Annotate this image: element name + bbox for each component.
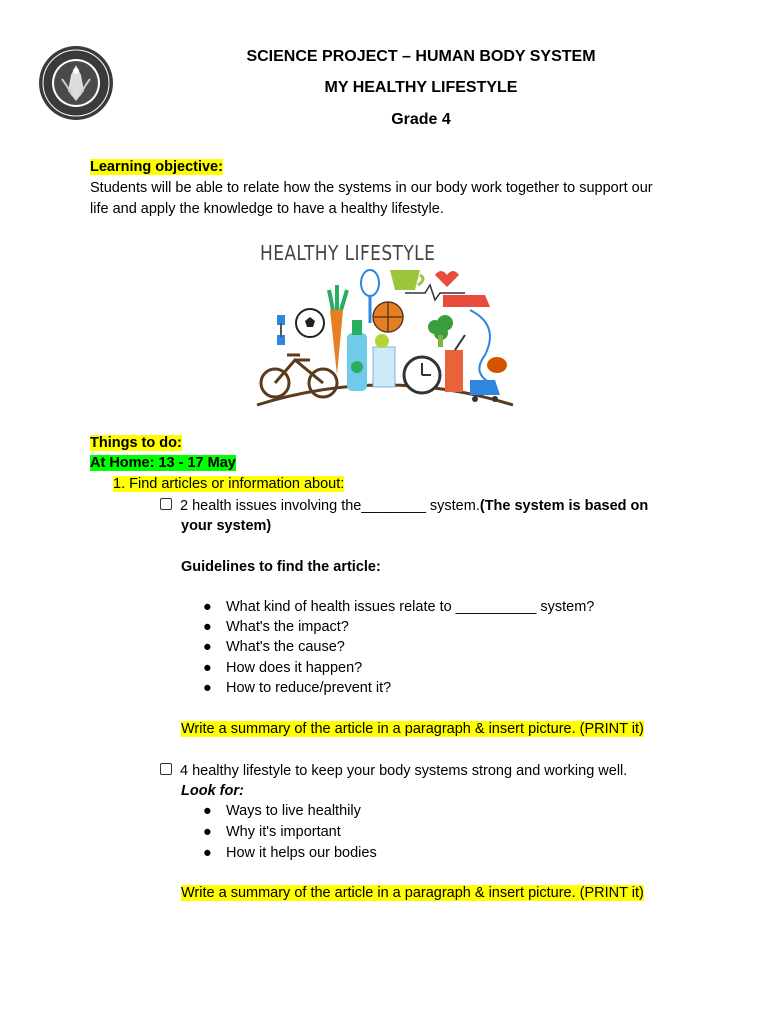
alarm-clock-icon [404, 357, 440, 393]
doc-grade: Grade 4 [391, 111, 451, 128]
task-1 [160, 498, 648, 514]
guideline-bullet-5: ● [203, 680, 212, 696]
look-for-bullet-2: ● [203, 824, 212, 840]
look-for-item-1: Ways to live healthily [226, 803, 361, 819]
lifestyle-icons [255, 265, 515, 410]
doc-subtitle: MY HEALTHY LIFESTYLE [324, 79, 518, 96]
soccer-ball-icon [296, 309, 324, 337]
objective-line-1: Students will be able to relate how the systems in our body work together to support our [90, 180, 653, 196]
task-2-summary: Write a summary of the article in a paragraph & insert picture. (PRINT it) [181, 885, 644, 901]
objective-line-2: life and apply the knowledge to have a healthy lifestyle. [90, 201, 444, 217]
water-bottle-icon [347, 320, 367, 391]
jump-rope-icon [470, 310, 495, 385]
carrot-icon [329, 285, 347, 375]
objective-label: Learning objective: [90, 159, 223, 175]
broccoli-icon [428, 315, 453, 347]
task-1-note-b: your system) [181, 518, 272, 534]
healthy-lifestyle-illustration [255, 235, 515, 410]
guidelines-label: Guidelines to find the article: [181, 559, 381, 575]
task-1-note-a: (The system is based on [479, 498, 649, 514]
guideline-item-5: How to reduce/prevent it? [226, 680, 392, 696]
look-for-bullet-3: ● [203, 845, 212, 861]
look-for-label: Look for: [181, 783, 244, 799]
juice-glass-icon [445, 335, 465, 392]
glass-icon [373, 347, 395, 387]
item-1-label: 1. Find articles or information about: [113, 476, 345, 492]
tea-cup-icon [390, 270, 423, 290]
task-1-summary: Write a summary of the article in a paragraph & insert picture. (PRINT it) [181, 721, 644, 737]
guideline-item-2: What's the impact? [226, 619, 349, 635]
meat-icon [487, 357, 507, 373]
look-for-item-2: Why it's important [226, 824, 341, 840]
guideline-bullet-3: ● [203, 639, 212, 655]
guideline-bullet-2: ● [203, 619, 212, 635]
illustration-title: HEALTHY LIFESTYLE [260, 241, 436, 265]
guideline-item-4: How does it happen? [226, 660, 363, 676]
guideline-bullet-1: ● [203, 599, 212, 615]
guideline-bullet-4: ● [203, 660, 212, 676]
task-2-text: 4 healthy lifestyle to keep your body systems strong and working well. [180, 763, 628, 779]
period-label: At Home: 13 - 17 May [90, 455, 236, 471]
task-1-text: 2 health issues involving the________ system. [180, 498, 480, 514]
task-2-checkbox[interactable] [160, 763, 172, 775]
guideline-item-3: What's the cause? [226, 639, 345, 655]
task-2 [160, 763, 627, 779]
sneaker-icon [443, 295, 490, 307]
task-1-checkbox[interactable] [160, 498, 172, 510]
doc-title: SCIENCE PROJECT – HUMAN BODY SYSTEM [246, 48, 596, 65]
guideline-item-1: What kind of health issues relate to __________ system? [226, 599, 595, 615]
look-for-bullet-1: ● [203, 803, 212, 819]
tennis-ball-icon [375, 334, 389, 348]
look-for-item-3: How it helps our bodies [226, 845, 377, 861]
dumbbell-icon [277, 315, 285, 345]
things-to-do-label: Things to do: [90, 435, 182, 451]
basketball-icon [373, 302, 403, 332]
